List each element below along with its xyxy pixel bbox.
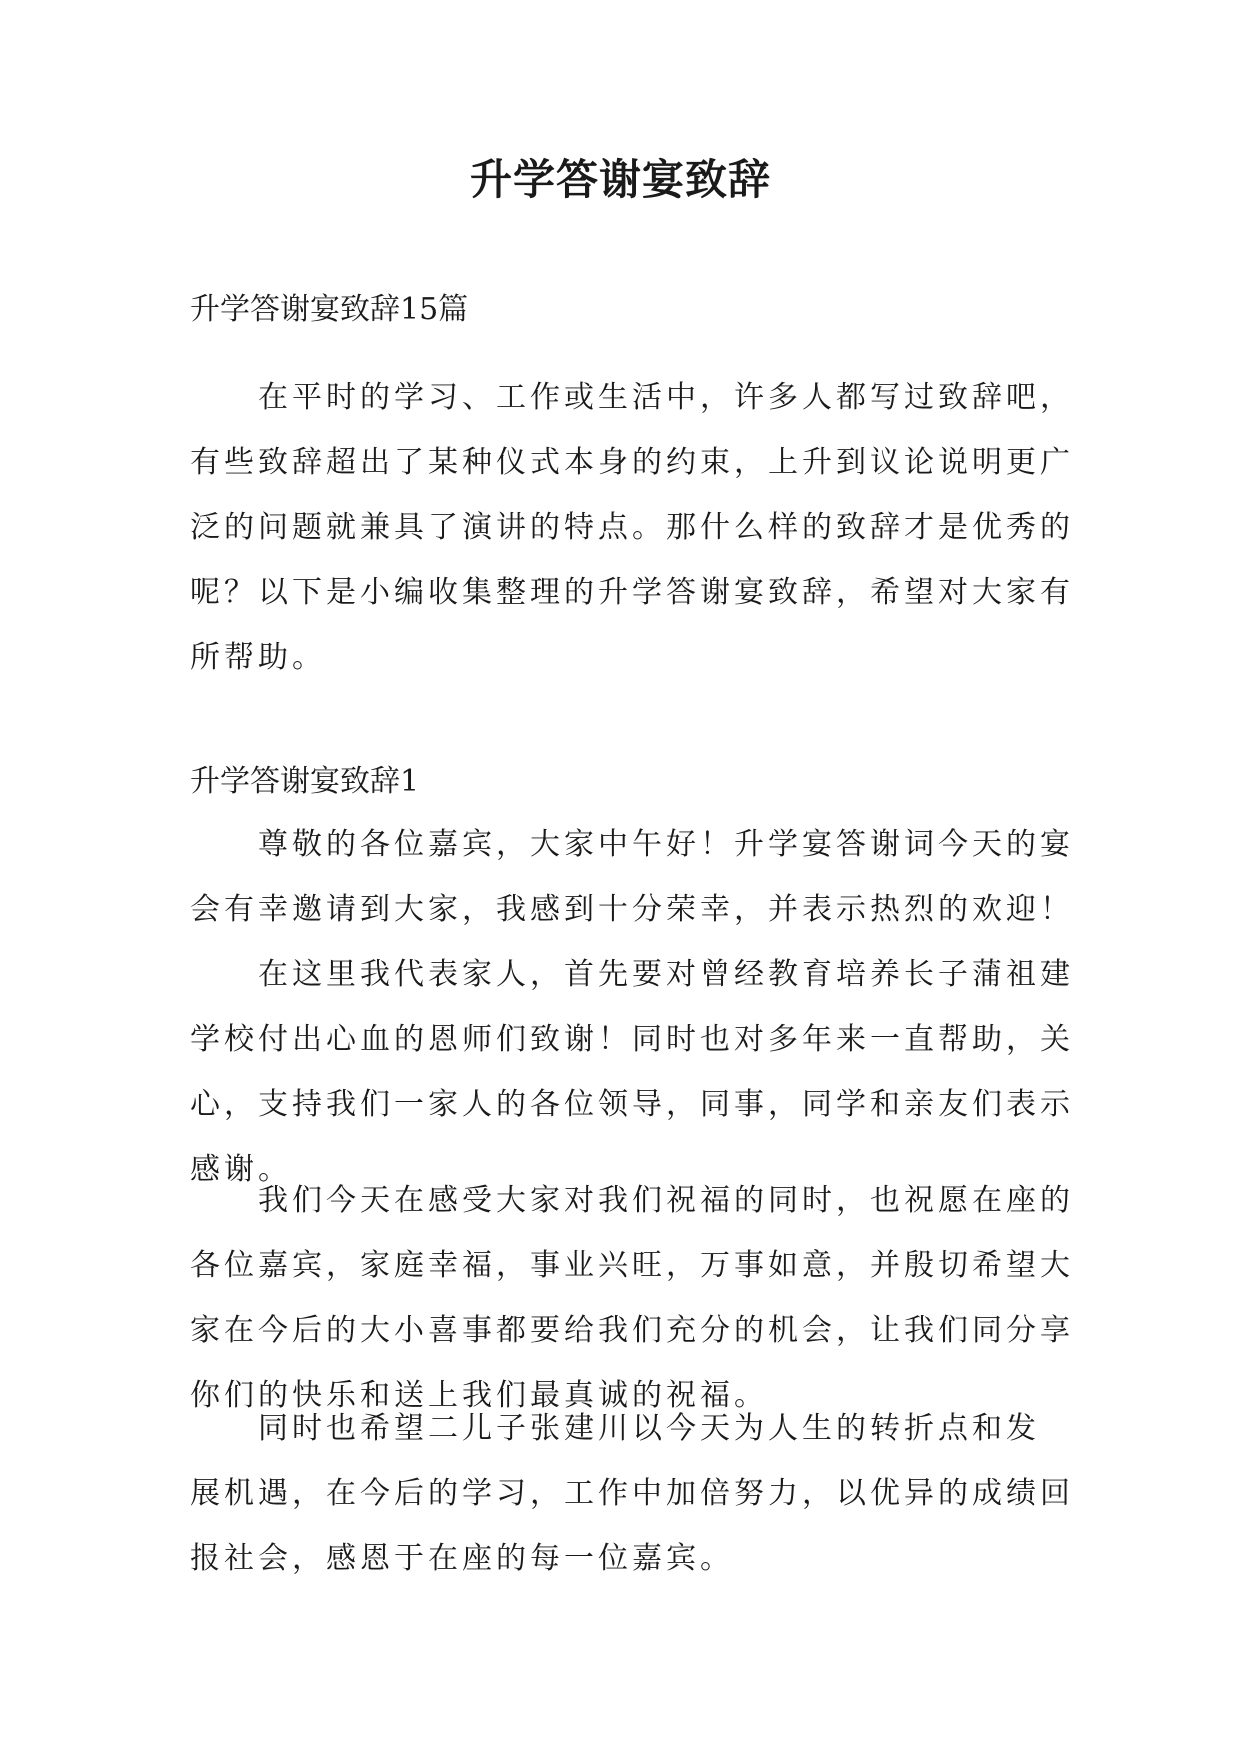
document-title: 升学答谢宴致辞	[469, 155, 771, 204]
body-paragraph-3	[190, 1168, 1074, 1428]
paragraph-line: 心，支持我们一家人的各位领导，同事，同学和亲友们表示	[190, 1087, 1074, 1122]
paragraph-line: 尊敬的各位嘉宾，大家中午好！升学宴答谢词今天的宴	[190, 827, 1074, 862]
paragraph-line: 我们今天在感受大家对我们祝福的同时，也祝愿在座的	[190, 1183, 1074, 1218]
paragraph-line: 在这里我代表家人，首先要对曾经教育培养长子蒲祖建	[190, 957, 1074, 992]
paragraph-line: 你们的快乐和送上我们最真诚的祝福。	[190, 1378, 768, 1413]
section-heading: 升学答谢宴致辞1	[190, 764, 420, 799]
intro-line: 泛的问题就兼具了演讲的特点。那什么样的致辞才是优秀的	[190, 510, 1074, 545]
body-paragraph-1	[190, 812, 1074, 942]
body-paragraph-4	[190, 1396, 1074, 1591]
paragraph-line: 展机遇，在今后的学习，工作中加倍努力，以优异的成绩回	[190, 1476, 1074, 1511]
paragraph-line: 各位嘉宾，家庭幸福，事业兴旺，万事如意，并殷切希望大	[190, 1248, 1074, 1283]
paragraph-line: 会有幸邀请到大家，我感到十分荣幸，并表示热烈的欢迎！	[190, 892, 1074, 927]
paragraph-line: 同时也希望二儿子张建川以今天为人生的转折点和发	[190, 1411, 1040, 1446]
intro-paragraph	[190, 365, 1074, 690]
paragraph-line: 家在今后的大小喜事都要给我们充分的机会，让我们同分享	[190, 1313, 1074, 1348]
document-subtitle: 升学答谢宴致辞15篇	[190, 292, 469, 327]
paragraph-line: 感谢。	[190, 1152, 292, 1187]
paragraph-line: 学校付出心血的恩师们致谢！同时也对多年来一直帮助，关	[190, 1022, 1074, 1057]
intro-line: 所帮助。	[190, 640, 326, 675]
intro-line: 有些致辞超出了某种仪式本身的约束，上升到议论说明更广	[190, 445, 1074, 480]
intro-line: 在平时的学习、工作或生活中，许多人都写过致辞吧，	[190, 380, 1074, 415]
paragraph-line: 报社会，感恩于在座的每一位嘉宾。	[190, 1541, 734, 1576]
body-paragraph-2	[190, 942, 1074, 1202]
intro-line: 呢？以下是小编收集整理的升学答谢宴致辞，希望对大家有	[190, 575, 1074, 610]
